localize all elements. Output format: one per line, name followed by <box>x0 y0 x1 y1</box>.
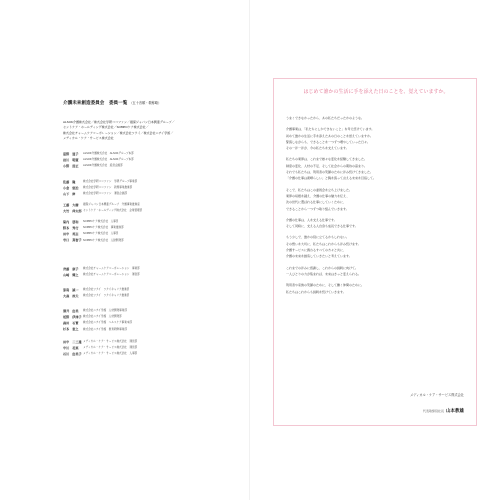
member-organization: 株式会社学研ココファン 学研グループ事業部 <box>83 180 138 184</box>
member-row <box>63 292 203 298</box>
member-name: 大竹 伸太郎 <box>63 208 82 213</box>
message-line: できることから一つずつ取り組んでいきます。 <box>286 206 349 211</box>
signature-company: メディカル・ケア・サービス株式会社 <box>410 393 464 397</box>
message-line: そこで、私たちはこの委員会を立ち上げました。 <box>286 187 352 192</box>
member-organization: ALSOK介護株式会社 ALSOKグループ本部 <box>83 158 134 162</box>
member-group <box>63 201 203 213</box>
intro-line: セントケア・ホールディング株式会社／SOMPOケア株式会社／ <box>63 125 149 130</box>
message-line: うまくできなかったから、あの私たちだったかのような。 <box>286 116 365 120</box>
member-organization: ALSOK介護株式会社 経営企画部 <box>83 164 123 168</box>
message-line: 緊張しながらも、できることを一つずつ増やしていった日々。 <box>286 139 371 144</box>
member-list-title-note: （五十音順・敬称略） <box>129 101 162 105</box>
member-organization: 株式会社チャームケアコーポレーション 事業部 <box>83 267 140 271</box>
message-line: これまでの歩みに感謝し、これからの挑戦に向けて。 <box>286 265 358 270</box>
message-line: 介護の未来を創造していきたいと考えています。 <box>286 254 352 259</box>
member-name: 田中 二三雄 <box>63 339 82 344</box>
member-name: 山崎 輝之 <box>63 272 79 277</box>
message-line: 業界の垣根を越え、介護の仕事の魅力を伝え、 <box>286 193 350 198</box>
signature-name: 山本教雄 <box>446 409 464 414</box>
member-name: 工藤 大樹 <box>63 202 79 207</box>
message-line: 私たちの業界は、これまで様々な変化を経験してきました。 <box>286 157 368 162</box>
member-organization: 株式会社ニチイ学館 人材開発部 <box>83 315 122 319</box>
member-organization: 株式会社学研ココファン 運営企画部 <box>83 192 128 196</box>
member-organization: SOMPOケア株式会社 人事部 <box>83 220 119 224</box>
member-name: 星野 道子 <box>63 151 79 156</box>
member-group <box>63 150 203 169</box>
member-row <box>63 350 203 356</box>
member-organization: メディカル・ケア・サービス株式会社 運営部 <box>83 346 138 350</box>
member-list-title <box>63 100 161 106</box>
message-line: 制度の変化、人材の不足、そして社会からの期待の高まり。 <box>286 163 368 168</box>
message-line: 介護事業は、「私たちにしかできないこと」を考え続けています。 <box>286 127 375 132</box>
member-organization: 株式会社ニチイ学館 ヘルスケア事業本部 <box>83 321 133 325</box>
member-name: 佐藤 隆 <box>63 179 76 184</box>
message-line: そして同時に、支える人自身も成長できる仕事です。 <box>286 224 358 229</box>
member-group <box>63 218 203 243</box>
member-name: 酒井 由美 <box>63 308 79 313</box>
message-line: 介護の仕事は、人を支える仕事です。 <box>286 217 337 222</box>
member-companies-intro <box>63 120 213 142</box>
message-line: その一歩一歩が、今の私たちを支えています。 <box>286 146 349 151</box>
member-row <box>63 190 203 196</box>
message-line: 利用者や家族の笑顔のために、そして働く仲間のために。 <box>286 283 365 288</box>
member-name: 杉本 恵之 <box>63 327 79 332</box>
member-organization: メディカル・ケア・サービス株式会社 人事部 <box>83 352 138 356</box>
member-organization: メディカル・ケア・サービス株式会社 運営部 <box>83 340 138 344</box>
member-group <box>63 265 203 277</box>
member-name: 斉藤 康子 <box>63 266 79 271</box>
member-row <box>63 326 203 332</box>
member-name: 野本 秀行 <box>63 225 79 230</box>
member-name: 大森 政夫 <box>63 293 79 298</box>
message-line: その想いを大切に、私たちはこれからも歩み続けます。 <box>286 241 361 246</box>
member-name: 菊内 朋和 <box>63 219 79 224</box>
member-group <box>63 338 203 357</box>
member-organization: 株式会社チャームケアコーポレーション 運営部 <box>83 273 140 277</box>
member-name: 田中 英志 <box>63 231 79 236</box>
member-organization: SOMPOケア株式会社 人事部 <box>83 232 119 236</box>
member-group <box>63 307 203 332</box>
member-name: 岩川 明憲 <box>63 157 79 162</box>
member-organization: 株式会社ツクイ ツクイキャリア推進部 <box>83 288 130 292</box>
member-name: 森田 石實 <box>63 320 79 325</box>
intro-line: メディカル・ケア・サービス株式会社 <box>63 136 114 141</box>
member-organization: 損保ジャパン日本興亜グループ 介護事業推進室 <box>83 203 140 207</box>
member-name: 小倉 悠治 <box>63 185 79 190</box>
member-name: 原島 誠一 <box>63 287 79 292</box>
member-organization: セントケア・ホールディング株式会社 企業管理部 <box>83 209 143 213</box>
message-line: 一人ひとりの力が集まれば、未来はきっと変えられる。 <box>286 271 362 276</box>
message-signature <box>410 392 464 416</box>
member-organization: 株式会社ニチイ学館 人材開発事業部 <box>83 309 127 313</box>
member-row <box>63 207 203 213</box>
message-line: それでも私たちは、利用者の笑顔のために歩み続けてきました。 <box>286 170 374 175</box>
member-list-title-text: 介護未来創造委員会 委員一覧 <box>63 101 128 106</box>
message-heading: はじめて誰かの生活に手を添えた日のことを、覚えていますか。 <box>303 89 449 95</box>
message-line: 介護サービスに携わるすべての方々と共に、 <box>286 248 346 253</box>
message-line: もう少しで、誰かの役に立てるかもしれない。 <box>286 235 349 240</box>
member-name: 中川 花菜 <box>63 345 79 350</box>
member-organization: ALSOK介護株式会社 ALSOKグループ本部 <box>83 152 134 156</box>
intro-line: ALSOK介護株式会社／株式会社学研ココファン／損保ジャパン日本興亜グループ／ <box>63 120 175 124</box>
message-line: 初めて誰かの生活に手を添えたあの日のことを覚えていますか。 <box>286 133 374 138</box>
member-organization: 株式会社学研ココファン 新規事業推進部 <box>83 186 133 190</box>
member-organization: SOMPOケア株式会社 事業推進部 <box>83 226 124 230</box>
intro-line: 株式会社チャームケアコーポレーション／株式会社ツクイ／株式会社ニチイ学館／ <box>63 130 174 135</box>
member-name: 寺口 真智子 <box>63 238 82 243</box>
member-name: 石川 由美子 <box>63 351 82 356</box>
signature-title: 代表取締役社長 <box>422 409 444 413</box>
right-page <box>251 0 500 500</box>
page-gutter <box>249 0 250 500</box>
message-frame <box>273 78 477 426</box>
member-name: 山下 修 <box>63 191 76 196</box>
message-line: 「介護の仕事は素晴らしい」と胸を張って言える未来を目指して。 <box>286 176 376 181</box>
member-organization: SOMPOケア株式会社 人財開発部 <box>83 238 124 242</box>
member-row <box>63 271 203 277</box>
message-line: 次の世代に選ばれる仕事にしていくために、 <box>286 200 347 205</box>
message-line: 私たちはこれからも挑戦を続けていきます。 <box>286 289 346 294</box>
member-name: 坂野 伊津子 <box>63 314 82 319</box>
message-body <box>286 115 466 295</box>
member-group <box>63 286 203 298</box>
member-row <box>63 237 203 243</box>
member-organization: 株式会社ツクイ ツクイキャリア推進部 <box>83 294 130 298</box>
member-row <box>63 162 203 168</box>
member-name: 小野 浩正 <box>63 163 79 168</box>
member-organization: 株式会社ニチイ学館 教育研修事業部 <box>83 327 127 331</box>
member-group <box>63 178 203 197</box>
